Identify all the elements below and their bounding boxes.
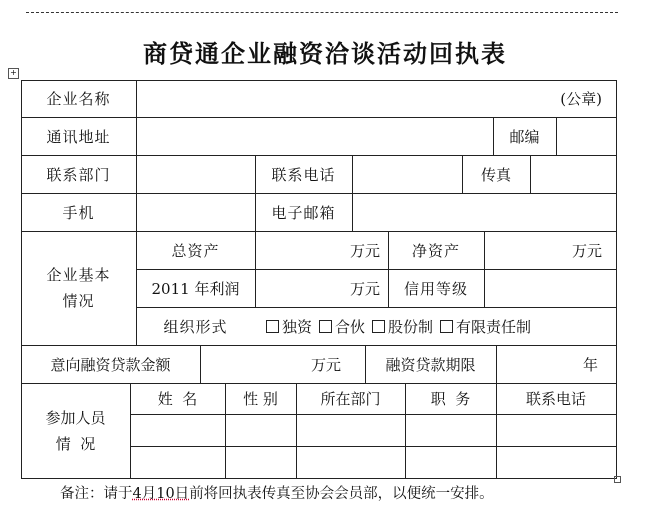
fax-label: 传真 xyxy=(480,165,511,184)
profit-2011-field[interactable] xyxy=(255,269,388,307)
org-option-limited[interactable]: 有限责任制 xyxy=(440,316,531,337)
header-phone: 联系电话 xyxy=(525,390,586,408)
checkbox-icon xyxy=(266,320,279,333)
org-option-joint-stock[interactable]: 股份制 xyxy=(372,316,433,337)
mobile-field[interactable] xyxy=(136,193,255,231)
basic-info-label-line1: 企业基本 xyxy=(46,266,111,284)
postcode-field[interactable] xyxy=(556,117,616,155)
contact-phone-label: 联系电话 xyxy=(271,165,336,184)
checkbox-icon xyxy=(319,320,332,333)
company-seal-hint: (公章) xyxy=(560,90,602,108)
basic-info-label xyxy=(21,231,136,345)
table-border-bottom xyxy=(21,478,617,479)
participants-label xyxy=(21,383,130,478)
credit-rating-label: 信用等级 xyxy=(403,279,468,298)
contact-dept-field[interactable] xyxy=(136,155,255,193)
org-option-partnership[interactable]: 合伙 xyxy=(319,316,365,337)
loan-term-unit: 年 xyxy=(582,355,598,374)
net-assets-label: 净资产 xyxy=(411,241,460,260)
mobile-label: 手机 xyxy=(62,203,95,222)
participant-row-2[interactable] xyxy=(130,446,616,478)
participants-label-line1: 参加人员 xyxy=(45,408,106,427)
footnote xyxy=(60,482,494,503)
header-gender: 性 别 xyxy=(243,390,278,408)
org-option-sole[interactable]: 独资 xyxy=(266,316,312,337)
address-label: 通讯地址 xyxy=(46,127,111,146)
org-form-options xyxy=(255,307,616,345)
loan-amount-unit: 万元 xyxy=(310,355,341,374)
deadline-date: 4月10日 xyxy=(132,486,190,502)
participant-row-1[interactable] xyxy=(130,414,616,446)
email-label: 电子邮箱 xyxy=(271,203,336,222)
loan-term-label: 融资贷款期限 xyxy=(385,355,476,374)
fax-field[interactable] xyxy=(530,155,616,193)
loan-amount-label: 意向融资贷款金额 xyxy=(50,355,171,374)
company-name-field[interactable] xyxy=(136,80,616,117)
credit-rating-field[interactable] xyxy=(484,269,616,307)
address-field[interactable] xyxy=(136,117,493,155)
total-assets-label: 总资产 xyxy=(171,241,220,260)
basic-info-label-line2: 情况 xyxy=(62,292,95,310)
company-name-label: 企业名称 xyxy=(46,90,111,108)
contact-phone-field[interactable] xyxy=(352,155,462,193)
profit-2011-label: 2011 年利润 xyxy=(151,279,240,298)
footnote-suffix: 前将回执表传真至协会会员部，以便统一安排。 xyxy=(189,486,494,502)
loan-amount-field[interactable] xyxy=(200,345,365,383)
loan-term-field[interactable] xyxy=(496,345,616,383)
table-move-handle-icon[interactable]: + xyxy=(8,68,19,79)
postcode-label: 邮编 xyxy=(509,127,540,146)
header-position: 职 务 xyxy=(430,390,471,408)
total-assets-unit: 万元 xyxy=(349,241,380,260)
net-assets-unit: 万元 xyxy=(571,241,602,260)
net-assets-field[interactable] xyxy=(484,231,616,269)
profit-2011-unit: 万元 xyxy=(349,279,380,298)
contact-dept-label: 联系部门 xyxy=(46,165,111,184)
checkbox-icon xyxy=(372,320,385,333)
participants-label-line2: 情 况 xyxy=(55,434,96,453)
table-border-right xyxy=(616,80,617,478)
page-title: 商贷通企业融资洽谈活动回执表 xyxy=(143,39,507,68)
header-rule xyxy=(26,12,618,13)
total-assets-field[interactable] xyxy=(255,231,388,269)
header-name: 姓 名 xyxy=(157,390,198,408)
footnote-prefix: 备注：请于 xyxy=(60,486,133,502)
org-form-label: 组织形式 xyxy=(163,317,228,336)
checkbox-icon xyxy=(440,320,453,333)
table-resize-handle[interactable] xyxy=(614,476,621,483)
header-department: 所在部门 xyxy=(320,390,381,408)
email-field[interactable] xyxy=(352,193,616,231)
